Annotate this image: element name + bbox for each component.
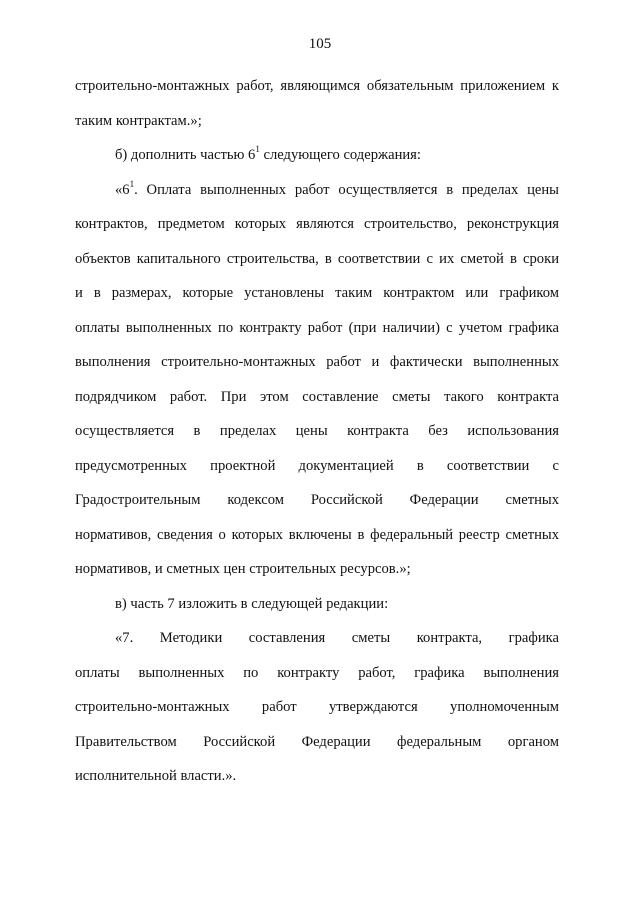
superscript: 1 [129, 178, 135, 189]
superscript: 1 [255, 144, 260, 155]
text-line: оплаты выполненных по контракту работ (при наличии) с учетом графика [75, 319, 559, 336]
paragraph-7-start: «7. Методики составления сметы контракта, графика [115, 630, 559, 646]
text-line: строительно-монтажных работ утверждаются уполномоченным [75, 699, 559, 715]
text-line: нормативов, и сметных цен строительных ресурсов.»; [75, 561, 411, 577]
text-line: контрактов, предметом которых являются строительство, реконструкция [75, 216, 559, 232]
text-fragment: «6 [115, 181, 130, 198]
text-line: строительно-монтажных работ, являющимся обязательным приложением к [75, 78, 559, 94]
text-line: и в размерах, которые установлены таким контрактом или графиком [75, 285, 559, 301]
text-line: предусмотренных проектной документацией в соответствии с [75, 457, 559, 474]
text-line: таким контрактам.»; [75, 112, 202, 129]
document-body [75, 69, 559, 794]
text-line: подрядчиком работ. При этом составление сметы такого контракта [75, 388, 559, 405]
text-fragment: б) дополнить частью 6 [115, 147, 256, 163]
text-fragment: . Оплата выполненных работ осуществляется в пределах цены [134, 181, 559, 198]
text-fragment: следующего содержания: [263, 147, 421, 163]
text-line: Правительством Российской Федерации федеральным органом [75, 733, 559, 750]
text-line: Градостроительным кодексом Российской Федерации сметных [75, 492, 559, 508]
text-line: объектов капитального строительства, в соответствии с их сметой в сроки [75, 250, 559, 267]
text-line: исполнительной власти.». [75, 768, 237, 784]
list-item-b [75, 138, 559, 173]
text-line: выполнения строительно-монтажных работ и фактически выполненных [75, 354, 559, 370]
list-item-v: в) часть 7 изложить в следующей редакции: [115, 595, 389, 612]
page-number: 105 [308, 36, 332, 52]
text-line: оплаты выполненных по контракту работ, графика выполнения [75, 664, 559, 681]
paragraph-6-1-start [75, 173, 559, 208]
text-line: нормативов, сведения о которых включены в федеральный реестр сметных [75, 526, 559, 543]
text-line: осуществляется в пределах цены контракта без использования [75, 423, 559, 439]
